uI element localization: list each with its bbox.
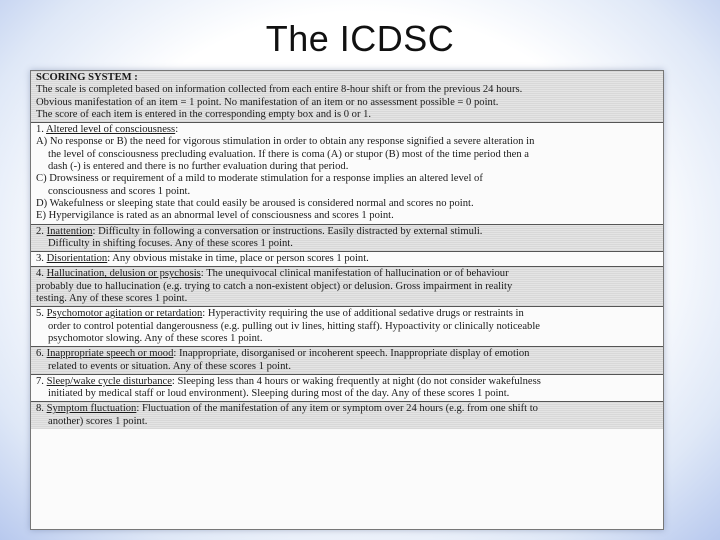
scoring-line: The score of each item is entered in the corresponding empty box and is 0 or 1. [36,108,372,120]
item-name: Altered level of consciousness [46,124,176,136]
item-line: psychomotor slowing. Any of these scores 1 point. [48,332,263,344]
scoring-line: The scale is completed based on information collected from each entire 8-hour shift or from the previous 24 hours. [36,84,523,96]
item-description: : The unequivocal clinical manifestation of hallucination or of behaviour [200,268,509,280]
item-line: consciousness and scores 1 point. [48,185,191,197]
item-line: order to control potential dangerousness (e.g. pulling out iv lines, hitting staff). Hypoactivity or clinically noticeable [48,320,541,332]
item-heading [36,253,659,265]
item-line: D) Wakefulness or sleeping state that could easily be aroused is considered normal and scores no point. [36,197,474,209]
item-number: 3. [36,253,44,265]
item-number: 2. [36,225,44,237]
item-3-disorientation [31,252,663,267]
item-description: : [175,124,179,136]
item-number: 6. [36,348,44,360]
item-heading [36,348,659,360]
item-line: E) Hypervigilance is rated as an abnormal level of consciousness and scores 1 point. [36,210,394,222]
item-heading [36,308,659,320]
item-line: Difficulty in shifting focuses. Any of these scores 1 point. [48,237,293,249]
scoring-line: Obvious manifestation of an item = 1 point. No manifestation of an item or no assessment possible = 0 point. [36,96,499,108]
item-heading [36,226,659,238]
item-name: Psychomotor agitation or retardation [46,308,203,320]
item-6-speech-mood [31,347,663,375]
item-number: 1. [36,124,44,136]
item-line: A) No response or B) the need for vigorous stimulation in order to obtain any response signified a severe alteration in [36,136,535,148]
item-name: Hallucination, delusion or psychosis [46,268,201,280]
item-heading [36,268,659,280]
item-line: related to events or situation. Any of these scores 1 point. [48,360,292,372]
item-name: Disorientation [46,253,108,265]
item-heading [36,124,659,136]
item-1-altered-consciousness [31,123,663,224]
slide-title: The ICDSC [265,18,455,59]
item-8-symptom-fluctuation [31,402,663,429]
item-name: Sleep/wake cycle disturbance [46,375,172,387]
item-number: 7. [36,375,44,387]
item-line: testing. Any of these scores 1 point. [36,293,188,305]
item-line: probably due to hallucination (e.g. trying to catch a non-existent object) or delusion. Gross impairment in reality [36,280,513,292]
item-description: : Fluctuation of the manifestation of any item or symptom over 24 hours (e.g. from one shift to [136,403,538,415]
item-description: : Sleeping less than 4 hours or waking frequently at night (do not consider wakefulness [171,375,541,387]
item-5-psychomotor [31,307,663,347]
item-name: Inappropriate speech or mood [46,348,174,360]
item-number: 5. [36,308,44,320]
item-description: : Inappropriate, disorganised or incoherent speech. Inappropriate display of emotion [173,348,530,360]
item-line: the level of consciousness precluding evaluation. If there is coma (A) or stupor (B) most of the time period then a [48,148,529,160]
item-2-inattention [31,225,663,253]
item-name: Inattention [46,225,93,237]
item-line: another) scores 1 point. [48,415,148,427]
item-number: 8. [36,403,44,415]
item-heading [36,403,659,415]
item-description: : Difficulty in following a conversation or instructions. Easily distracted by external stimuli. [92,225,483,237]
item-line: initiated by medical staff or loud environment). Sleeping during most of the day. Any of these scores 1 point. [48,388,510,400]
item-number: 4. [36,268,44,280]
scoring-system-section [31,71,663,123]
item-description: : Hyperactivity requiring the use of additional sedative drugs or restraints in [202,308,524,320]
icdsc-scoring-table [30,70,664,530]
item-description: : Any obvious mistake in time, place or person scores 1 point. [107,253,369,265]
item-4-hallucination [31,267,663,307]
scoring-system-title: SCORING SYSTEM : [36,72,138,83]
item-line: C) Drowsiness or requirement of a mild to moderate stimulation for a response implies an altered level of [36,173,483,185]
item-name: Symptom fluctuation [46,403,137,415]
item-line: dash (-) is entered and there is no further evaluation during that period. [48,161,349,173]
item-7-sleep-wake [31,375,663,403]
item-heading [36,376,659,388]
